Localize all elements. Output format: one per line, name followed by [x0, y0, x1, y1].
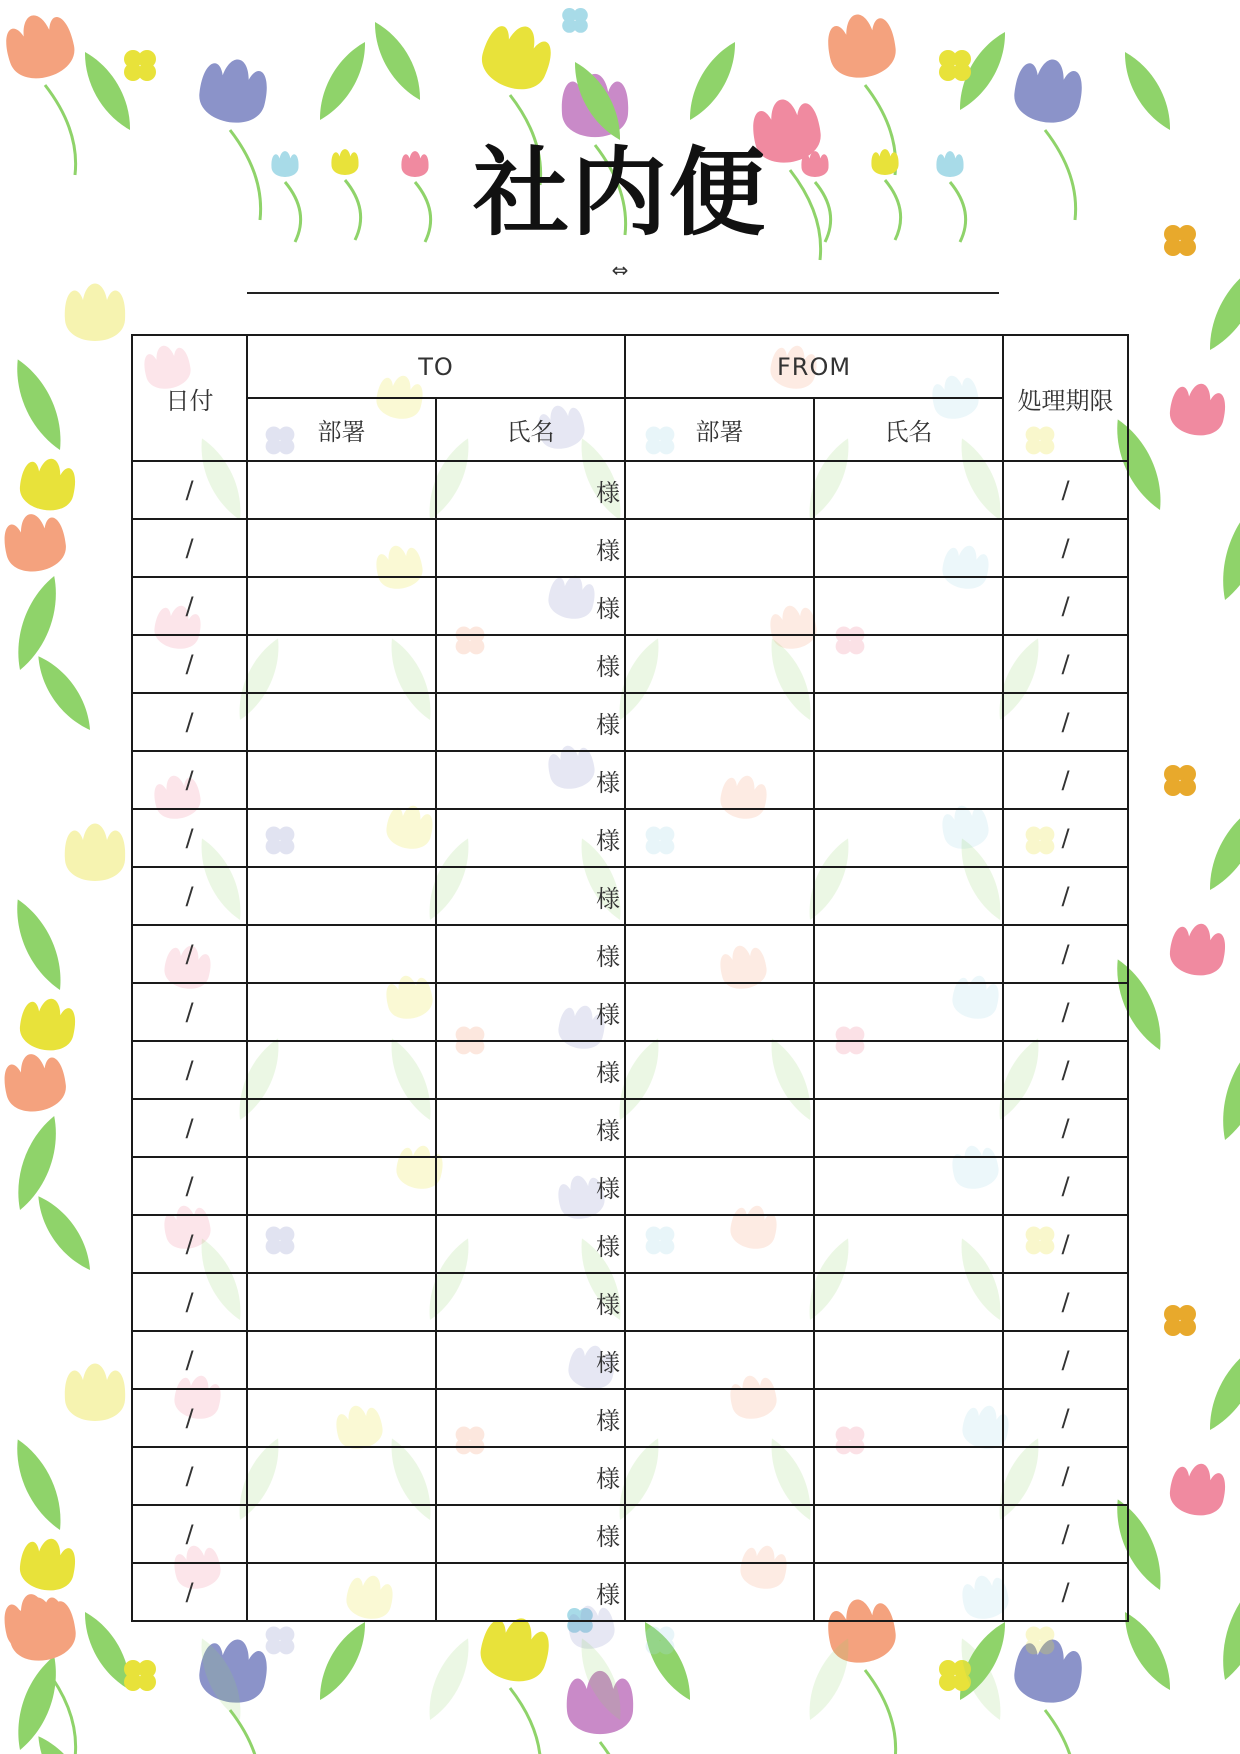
from-name-cell[interactable] — [814, 1157, 1003, 1215]
from-name-cell[interactable] — [814, 1273, 1003, 1331]
date-cell[interactable]: / — [132, 1215, 247, 1273]
from-department-cell[interactable] — [625, 1563, 814, 1621]
to-department-cell[interactable] — [247, 1215, 436, 1273]
to-department-cell[interactable] — [247, 925, 436, 983]
to-name-cell[interactable]: 様 — [436, 1563, 625, 1621]
title-underline — [247, 292, 999, 294]
to-department-cell[interactable] — [247, 751, 436, 809]
deadline-cell[interactable]: / — [1003, 1389, 1128, 1447]
from-name-cell[interactable] — [814, 809, 1003, 867]
from-department-cell[interactable] — [625, 461, 814, 519]
table-row — [132, 1389, 1128, 1447]
deadline-cell[interactable]: / — [1003, 1505, 1128, 1563]
to-department-cell[interactable] — [247, 867, 436, 925]
date-cell[interactable]: / — [132, 1041, 247, 1099]
date-cell[interactable]: / — [132, 519, 247, 577]
date-cell[interactable]: / — [132, 1447, 247, 1505]
to-department-cell[interactable] — [247, 577, 436, 635]
from-name-cell[interactable] — [814, 867, 1003, 925]
to-department-cell[interactable] — [247, 1041, 436, 1099]
table-row — [132, 577, 1128, 635]
to-department-cell[interactable] — [247, 1563, 436, 1621]
to-name-cell[interactable]: 様 — [436, 519, 625, 577]
from-department-cell[interactable] — [625, 1273, 814, 1331]
deadline-cell[interactable]: / — [1003, 1563, 1128, 1621]
to-name-cell[interactable]: 様 — [436, 577, 625, 635]
header-date: 日付 — [132, 335, 247, 461]
from-department-cell[interactable] — [625, 519, 814, 577]
header-from-department: 部署 — [625, 398, 814, 461]
to-department-cell[interactable] — [247, 1273, 436, 1331]
table-row — [132, 1505, 1128, 1563]
to-department-cell[interactable] — [247, 809, 436, 867]
header-to-name: 氏名 — [436, 398, 625, 461]
from-department-cell[interactable] — [625, 1331, 814, 1389]
from-department-cell[interactable] — [625, 809, 814, 867]
from-name-cell[interactable] — [814, 1447, 1003, 1505]
to-name-cell[interactable]: 様 — [436, 1215, 625, 1273]
deadline-cell[interactable]: / — [1003, 1273, 1128, 1331]
date-cell[interactable]: / — [132, 867, 247, 925]
from-department-cell[interactable] — [625, 1099, 814, 1157]
from-name-cell[interactable] — [814, 519, 1003, 577]
table-row — [132, 1273, 1128, 1331]
deadline-cell[interactable]: / — [1003, 693, 1128, 751]
to-department-cell[interactable] — [247, 1389, 436, 1447]
page-title: 社内便 — [473, 137, 767, 249]
from-department-cell[interactable] — [625, 1157, 814, 1215]
table-row — [132, 1331, 1128, 1389]
to-name-cell[interactable]: 様 — [436, 461, 625, 519]
deadline-cell[interactable]: / — [1003, 983, 1128, 1041]
to-name-cell[interactable]: 様 — [436, 693, 625, 751]
header-to-department: 部署 — [247, 398, 436, 461]
to-name-cell[interactable]: 様 — [436, 1389, 625, 1447]
from-department-cell[interactable] — [625, 925, 814, 983]
date-cell[interactable]: / — [132, 925, 247, 983]
from-name-cell[interactable] — [814, 1331, 1003, 1389]
to-name-cell[interactable]: 様 — [436, 1273, 625, 1331]
from-department-cell[interactable] — [625, 867, 814, 925]
date-cell[interactable]: / — [132, 1389, 247, 1447]
table-row — [132, 1447, 1128, 1505]
deadline-cell[interactable]: / — [1003, 1157, 1128, 1215]
from-name-cell[interactable] — [814, 983, 1003, 1041]
from-name-cell[interactable] — [814, 1563, 1003, 1621]
from-department-cell[interactable] — [625, 1041, 814, 1099]
table-row — [132, 693, 1128, 751]
deadline-cell[interactable]: / — [1003, 1215, 1128, 1273]
to-name-cell[interactable]: 様 — [436, 635, 625, 693]
table-row — [132, 1157, 1128, 1215]
from-department-cell[interactable] — [625, 577, 814, 635]
from-name-cell[interactable] — [814, 1099, 1003, 1157]
to-name-cell[interactable]: 様 — [436, 809, 625, 867]
date-cell[interactable]: / — [132, 635, 247, 693]
to-department-cell[interactable] — [247, 983, 436, 1041]
to-name-cell[interactable]: 様 — [436, 751, 625, 809]
deadline-cell[interactable]: / — [1003, 635, 1128, 693]
table-row — [132, 635, 1128, 693]
to-name-cell[interactable]: 様 — [436, 1041, 625, 1099]
from-name-cell[interactable] — [814, 693, 1003, 751]
from-name-cell[interactable] — [814, 635, 1003, 693]
date-cell[interactable]: / — [132, 983, 247, 1041]
to-name-cell[interactable]: 様 — [436, 867, 625, 925]
table-row — [132, 867, 1128, 925]
to-department-cell[interactable] — [247, 1331, 436, 1389]
header-from-name: 氏名 — [814, 398, 1003, 461]
to-name-cell[interactable]: 様 — [436, 1447, 625, 1505]
table-row — [132, 461, 1128, 519]
date-cell[interactable]: / — [132, 461, 247, 519]
mail-log-table — [131, 334, 1129, 1622]
to-name-cell[interactable]: 様 — [436, 1099, 625, 1157]
to-name-cell[interactable]: 様 — [436, 1331, 625, 1389]
to-name-cell[interactable]: 様 — [436, 925, 625, 983]
to-department-cell[interactable] — [247, 461, 436, 519]
date-cell[interactable]: / — [132, 1563, 247, 1621]
to-department-cell[interactable] — [247, 1099, 436, 1157]
deadline-cell[interactable]: / — [1003, 751, 1128, 809]
to-name-cell[interactable]: 様 — [436, 983, 625, 1041]
from-name-cell[interactable] — [814, 1505, 1003, 1563]
deadline-cell[interactable]: / — [1003, 577, 1128, 635]
from-name-cell[interactable] — [814, 461, 1003, 519]
deadline-cell[interactable]: / — [1003, 809, 1128, 867]
from-department-cell[interactable] — [625, 1447, 814, 1505]
date-cell[interactable]: / — [132, 1099, 247, 1157]
header-to: TO — [247, 335, 625, 398]
table-row — [132, 1563, 1128, 1621]
to-department-cell[interactable] — [247, 519, 436, 577]
table-row — [132, 1099, 1128, 1157]
date-cell[interactable]: / — [132, 577, 247, 635]
from-department-cell[interactable] — [625, 635, 814, 693]
table-body — [132, 461, 1128, 1621]
date-cell[interactable]: / — [132, 809, 247, 867]
deadline-cell[interactable]: / — [1003, 925, 1128, 983]
from-department-cell[interactable] — [625, 1215, 814, 1273]
deadline-cell[interactable]: / — [1003, 1099, 1128, 1157]
from-department-cell[interactable] — [625, 1505, 814, 1563]
to-name-cell[interactable]: 様 — [436, 1157, 625, 1215]
from-department-cell[interactable] — [625, 751, 814, 809]
from-name-cell[interactable] — [814, 1041, 1003, 1099]
header-from: FROM — [625, 335, 1003, 398]
table-row — [132, 519, 1128, 577]
to-department-cell[interactable] — [247, 1157, 436, 1215]
deadline-cell[interactable]: / — [1003, 461, 1128, 519]
deadline-cell[interactable]: / — [1003, 1041, 1128, 1099]
to-department-cell[interactable] — [247, 1447, 436, 1505]
from-name-cell[interactable] — [814, 1215, 1003, 1273]
deadline-cell[interactable]: / — [1003, 519, 1128, 577]
date-cell[interactable]: / — [132, 693, 247, 751]
table-row — [132, 925, 1128, 983]
from-name-cell[interactable] — [814, 925, 1003, 983]
date-cell[interactable]: / — [132, 1157, 247, 1215]
from-name-cell[interactable] — [814, 751, 1003, 809]
exchange-arrow-icon: ⇔ — [611, 258, 629, 282]
date-cell[interactable]: / — [132, 1505, 247, 1563]
to-department-cell[interactable] — [247, 693, 436, 751]
to-department-cell[interactable] — [247, 1505, 436, 1563]
from-name-cell[interactable] — [814, 1389, 1003, 1447]
table-row — [132, 1041, 1128, 1099]
date-cell[interactable]: / — [132, 1331, 247, 1389]
from-department-cell[interactable] — [625, 983, 814, 1041]
table-row — [132, 983, 1128, 1041]
to-name-cell[interactable]: 様 — [436, 1505, 625, 1563]
table-row — [132, 751, 1128, 809]
table-row — [132, 1215, 1128, 1273]
from-department-cell[interactable] — [625, 693, 814, 751]
date-cell[interactable]: / — [132, 1273, 247, 1331]
to-department-cell[interactable] — [247, 635, 436, 693]
header-deadline: 処理期限 — [1003, 335, 1128, 461]
deadline-cell[interactable]: / — [1003, 867, 1128, 925]
deadline-cell[interactable]: / — [1003, 1447, 1128, 1505]
deadline-cell[interactable]: / — [1003, 1331, 1128, 1389]
table-row — [132, 809, 1128, 867]
from-name-cell[interactable] — [814, 577, 1003, 635]
from-department-cell[interactable] — [625, 1389, 814, 1447]
date-cell[interactable]: / — [132, 751, 247, 809]
